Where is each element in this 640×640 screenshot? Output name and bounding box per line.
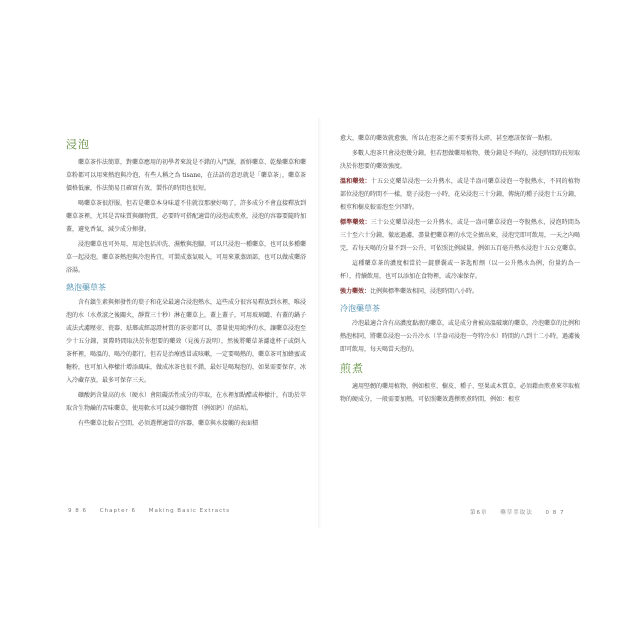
right-page-number: 0 8 7 [545,510,565,516]
section-title-infusion: 浸泡 [66,138,90,151]
right-footer [470,508,575,516]
subsection-title-hot-infusion: 熱泡藥草茶 [66,283,106,292]
paragraph: 藥草茶作法簡單，對藥草應用的初學者來說是不錯的入門課，新鮮藥草、乾燥藥草和藥草粉都可以用來熱泡與冷泡，有些人稱之為 tisane，在法語的意思就是「藥草茶」，藥草茶價格低廉，作法簡易且確實有效，製作的時間也很短。 [66,159,307,192]
paragraph: 含有鎮生素與揮發性的葉子和花朵最適合浸泡熱水，這些成分很容易釋放到水裡，唯浸泡的水（水煮滾之後關火，靜置三十秒）淋在藥草上，蓋上蓋子，可用玻璃罐、有蓋的鍋子或法式濾壓壺、瓷器、琺瑯或經認證材質的茶壺都可以，盡量使用純淨的水，讓藥草浸泡至少十五分鐘，實際時間取決於你想要的藥效（見後方說明），然後將藥草茶濾進杯子或倒入茶杯裡，喝溫的、喝冷的都行，但若是治療感冒或咳嗽，一定要喝熱的，藥草茶可加蜂蜜或糖粉，也可加入檸檬汁增添風味，做成冰茶也很不錯，最好是喝現泡的，如果需要保存，冰入冷藏存放，最多可保存三天。 [66,299,307,384]
left-chapter-label: Chapter 6 [99,508,136,514]
right-chapter-label: 第6章 [470,510,488,516]
strength-text: 十五公克藥草浸泡一公升熱水，或是半盎司藥草浸泡一夸脫熱水，不同的植物部位浸泡的時間不一樣，葉子浸泡一小時，花朵浸泡三十分鐘，傳統的種子浸泡十五分鐘，根莖和樹皮較需泡至少四時。 [340,178,581,211]
section-title-decoction: 煎煮 [340,362,364,375]
strength-mild [340,175,580,214]
subsection-title-cold-infusion: 冷泡藥草茶 [340,304,380,313]
left-chapter-title: Making Basic Extracts [148,508,231,514]
left-page [66,132,306,432]
paragraph: 喝藥草茶很舒服，但若是藥草本身味道不佳就沒那麼好喝了，許多成分不會直接釋放到藥草茶裡，尤其是苦味質與礦物質，必要時可搭配適當的浸泡或煎煮，浸泡的容器要隨時加蓋，避免香氣，減少成分揮發。 [66,200,307,233]
paragraph: 浸泡藥草也可外用，用途包括沖洗、濕敷與泡腳，可以只浸泡一種藥草，也可以多種藥草一起浸泡，藥草茶熱泡與冷泡皆宜，可製成蒸氣吸入，可用來薰蒸頭部，也可以做成藥浴浴湯。 [66,241,307,274]
paragraph: 這種藥草茶的濃度相當於一錠膠囊或一茶匙酊劑（以一公升熱水為例，份量約為一杯），持續飲用，也可以添加在食物裡，或冷凍保存。 [340,260,580,280]
strength-text: 三十公克藥草浸泡一公升熱水，或是一盎司藥草浸泡一夸脫熱水，浸泡時間為三十至六十分鐘，徹底過濾，盡量把藥草裡的水完全擠出來，浸泡完即可飲用，一天之內喝完，若每天喝的分量不到一公升，可依照比例減量，例如五百毫升熱水浸泡十五公克藥草。 [340,219,581,252]
strength-label: 標準藥效： [340,219,371,226]
left-footer [68,508,240,514]
strength-standard [340,216,580,255]
strength-text: 比例與標準藥效相同，浸泡時間八小時。 [370,288,479,295]
left-page-number: 9 8 6 [68,508,87,514]
paragraph: 礦酸鈣含量高的水（硬水）會阻礙活性成分的萃取，在水裡加點醋或檸檬汁，有助於萃取含生物鹼的苦味藥草，使用軟水可以減少礦物質（例如鈣）的結垢。 [66,392,307,412]
paragraph: 冷泡最適合含有高濃度黏液的藥草，或是成分會被高溫破壞的藥草，冷泡藥草的比例和熱泡相同，將藥草浸泡一公升冷水（半盎司浸泡一夸特冷水）時間約八到十二小時，過濾後即可飲用，每天喝當天泡的。 [340,320,581,353]
paragraph: 多數人泡茶只會浸泡幾分鐘，但若想做藥用植物，幾分鐘是不夠的，浸泡時間的長短取決於你想要的藥效強度。 [340,150,581,170]
strength-label: 溫和藥效： [340,178,371,185]
right-page [340,132,580,408]
strength-label: 強力藥效： [340,288,371,295]
paragraph: 有些藥草比較占空間，必須選擇適當的容器，藥草與水接觸的表面積 [78,420,259,427]
paragraph: 適用堅韌的藥用植物，例如根莖、樹皮、種子、堅果或木質草，必須藉由煎煮來萃取植物的硬成分，一般需要加熱，可依照藥效選擇煎煮時間，例如：根莖 [340,383,581,403]
paragraph: 愈大，藥草的藥效就愈強，所以在泡茶之前不要剪得太碎，甚至應該保留一點根。 [340,135,557,142]
strength-strong [340,285,580,298]
book-gutter [318,118,322,528]
right-chapter-title: 藥草萃取法 [500,510,533,516]
